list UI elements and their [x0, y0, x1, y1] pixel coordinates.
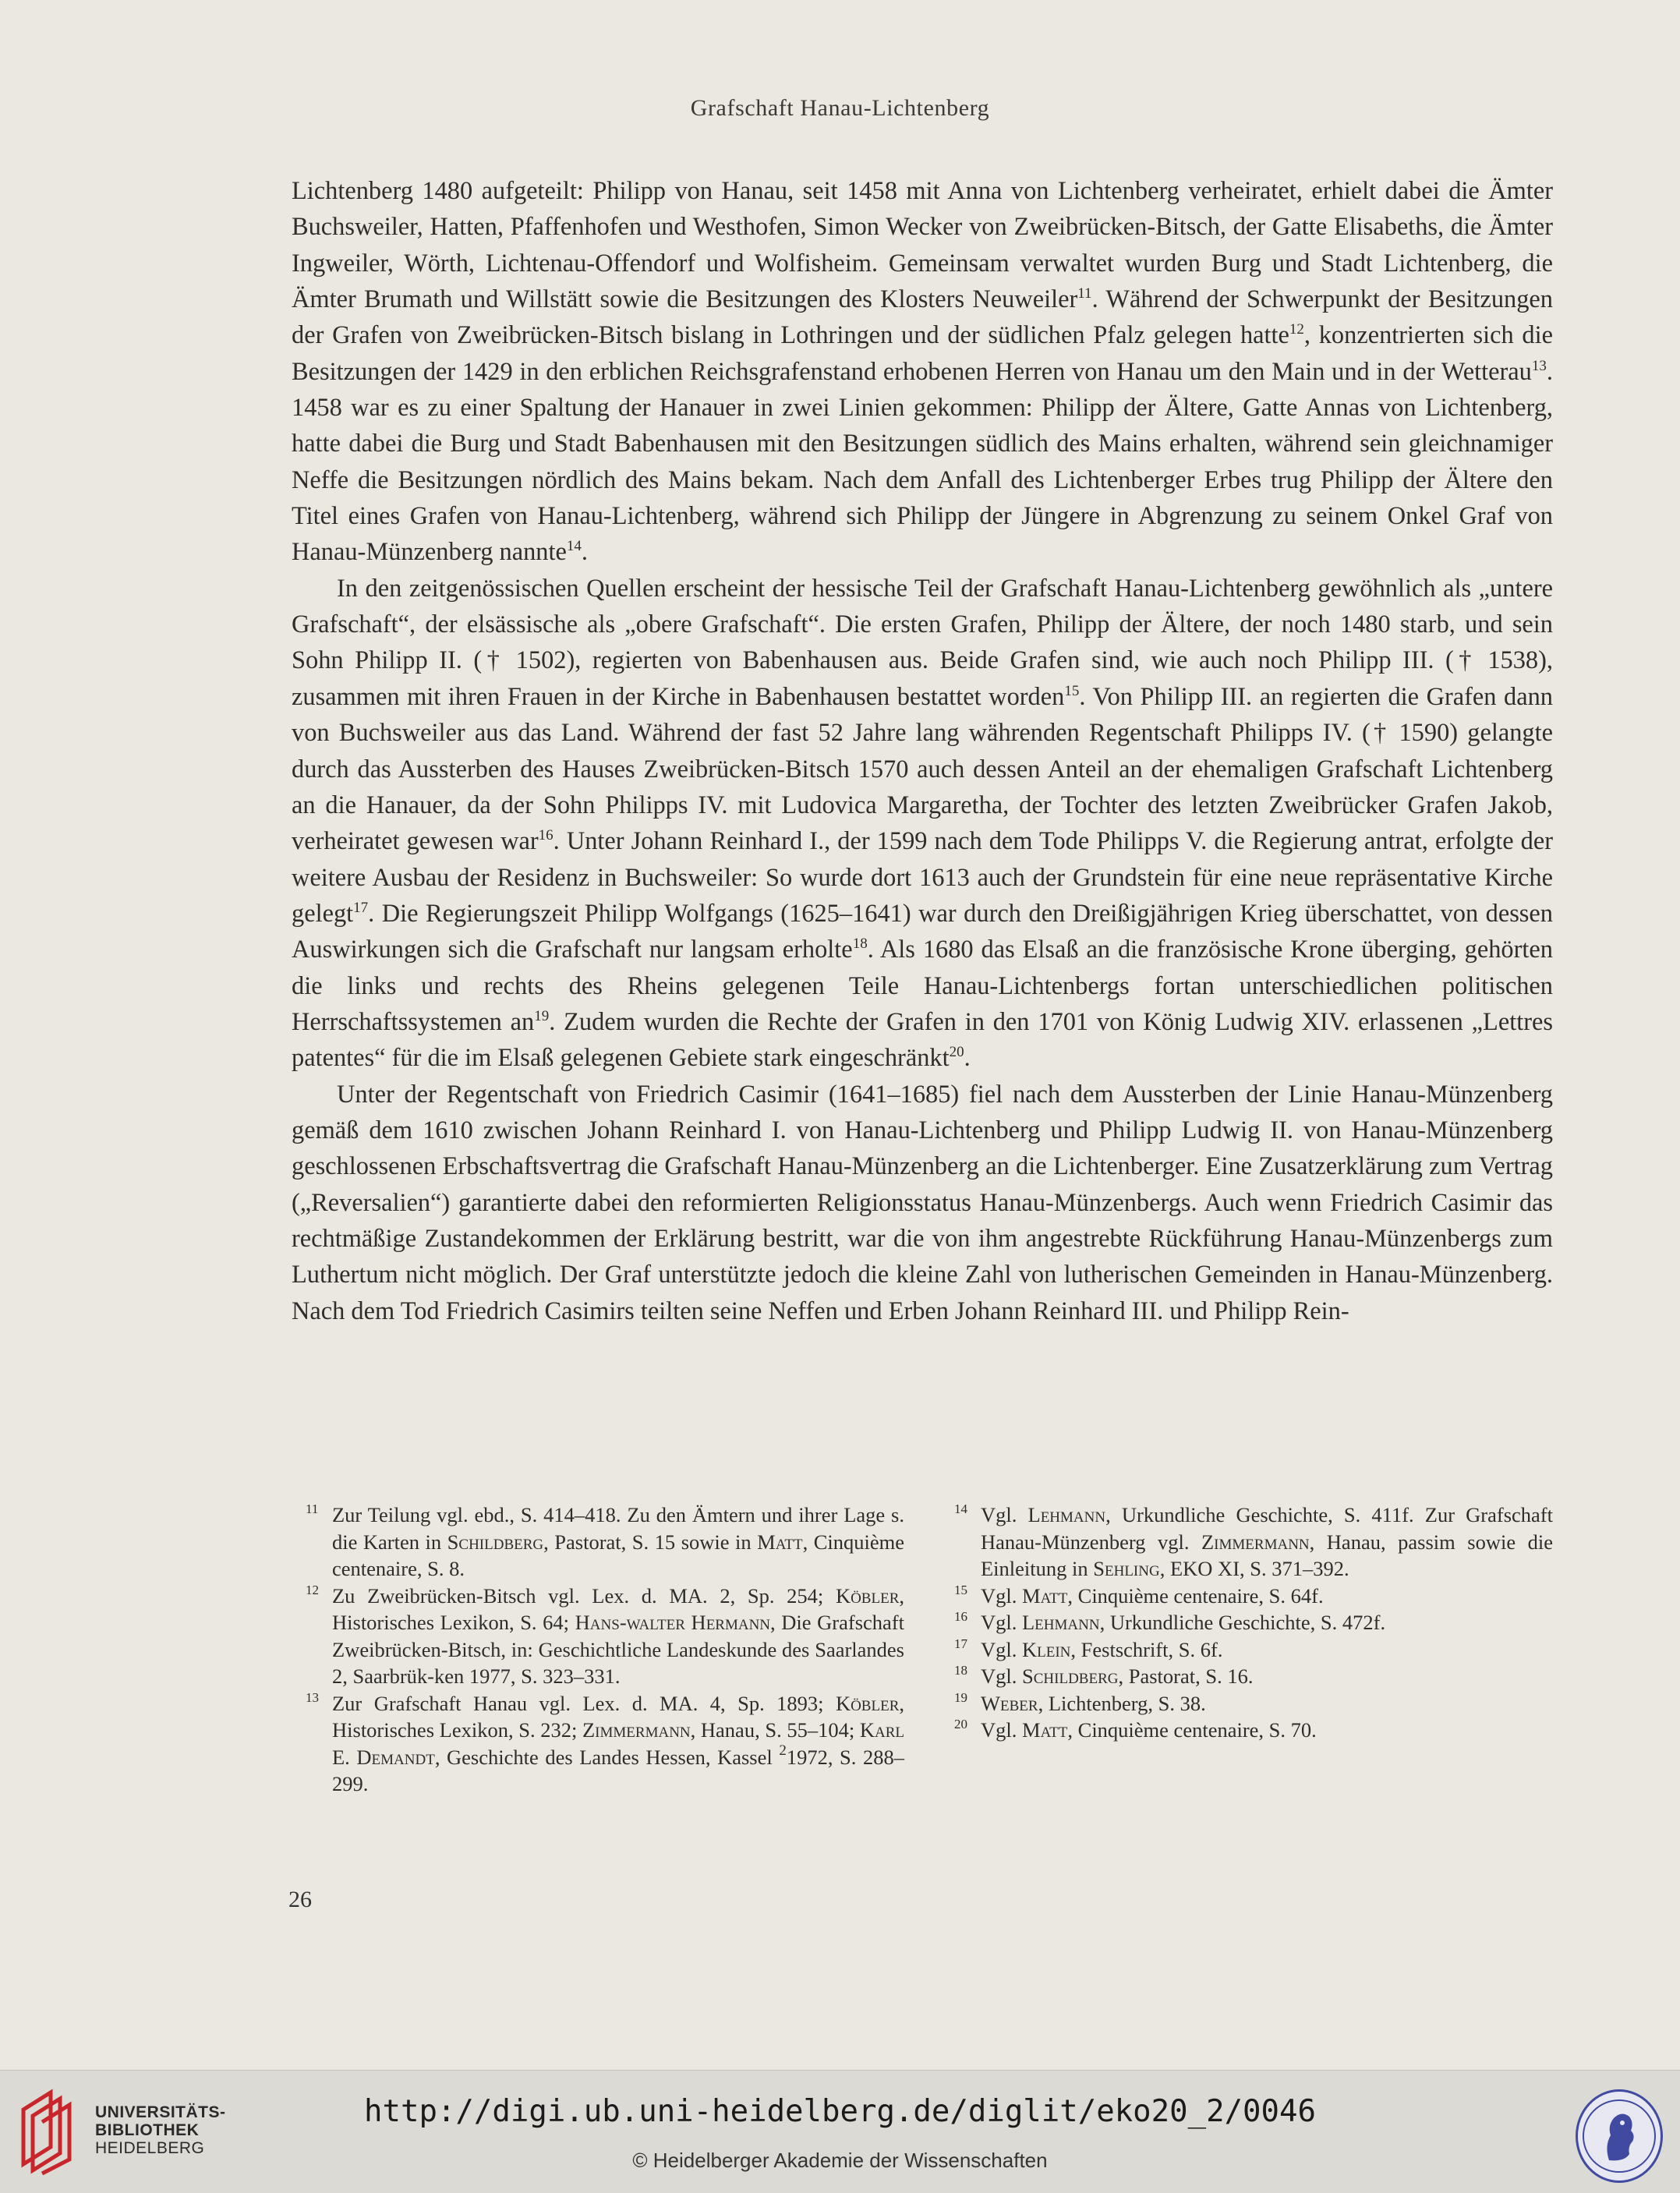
author-name: Schildberg: [447, 1530, 544, 1554]
footnote-number: 18: [954, 1663, 967, 1678]
footnote: [940, 1690, 1553, 1717]
footnote-reference: 15: [1064, 682, 1080, 699]
footnote-reference: 18: [852, 936, 868, 953]
footnote-reference: 14: [566, 538, 582, 555]
footnote: [292, 1501, 904, 1583]
text-run: . Von Philipp III. an regierten die Grafen dann von Buchsweiler aus das Land. Während der fast 52 Jahre lang währenden Regentschaft Philipps IV. († 1590) gelangte durch das Aussterben des Hauses Zweibrücken-Bitsch 1570 auch dessen Anteil an der ehemaligen Grafschaft Lichtenberg an die Hanauer, da der Sohn Philipps IV. mit Ludovica Margaretha, der Tochter des letzten Zweibrücker Grafen Jakob, verheiratet gewesen war: [292, 682, 1554, 856]
author-name: Weber: [981, 1691, 1038, 1715]
author-name: Zimmermann: [582, 1718, 691, 1742]
author-name: Matt: [1022, 1718, 1068, 1742]
footnote-reference: 19: [534, 1007, 550, 1024]
text-run: , Pastorat, S. 16.: [1118, 1664, 1254, 1688]
author-name: Klein: [1022, 1637, 1071, 1661]
text-run: , Geschichte des Landes Hessen, Kassel: [434, 1745, 780, 1769]
library-name-line1: UNIVERSITÄTS-: [95, 2103, 226, 2121]
footnotes-right-column: [940, 1501, 1553, 1798]
author-name: Köbler: [835, 1583, 900, 1608]
footnote-reference: 2: [779, 1742, 787, 1759]
author-name: Karl E. Demandt: [332, 1718, 904, 1769]
academy-seal-icon: [1576, 2089, 1663, 2183]
footnote-number: 11: [306, 1501, 319, 1516]
text-run: , Festschrift, S. 6f.: [1070, 1637, 1223, 1661]
footnotes-left-column: [292, 1501, 904, 1798]
text-run: Zu Zweibrücken-Bitsch vgl. Lex. d. MA. 2, Sp. 254;: [332, 1583, 836, 1608]
text-run: Vgl.: [981, 1637, 1022, 1661]
author-name: Schildberg: [1022, 1664, 1119, 1688]
footnotes: [292, 1501, 1553, 1798]
text-run: , Urkundliche Geschichte, S. 411f. Zur Grafschaft Hanau-Münzenberg vgl.: [981, 1503, 1553, 1554]
page-number: 26: [288, 1887, 312, 1912]
viewer-footer: [0, 2070, 1680, 2193]
footnote-reference: 17: [353, 899, 369, 916]
footnote-number: 15: [954, 1582, 967, 1597]
text-run: , Cinquième centenaire, S. 8.: [332, 1530, 904, 1580]
text-run: In den zeitgenössischen Quellen erscheint der hessische Teil der Grafschaft Hanau-Lichtenberg gewöhnlich als „untere Grafschaft“, der elsässische als „obere Grafschaft“. Die ersten Grafen, Philipp der Ältere, der noch 1480 starb, und sein Sohn Philipp II. († 1502), regierten von Babenhausen aus. Beide Grafen sind, wie auch noch Philipp III. († 1538), zusammen mit ihren Frauen in der Kirche in Babenhausen bestattet worden: [292, 574, 1553, 711]
text-run: , Historisches Lexikon, S. 232;: [332, 1691, 904, 1742]
footnote-reference: 20: [949, 1044, 964, 1061]
text-run: . Während der Schwerpunkt der Besitzungen der Grafen von Zweibrücken-Bitsch bislang in Lothringen und der südlichen Pfalz gelegen hatte: [292, 285, 1553, 350]
footnote-number: 16: [954, 1609, 967, 1624]
footnote-number: 13: [306, 1689, 319, 1705]
author-name: Matt: [757, 1530, 803, 1554]
text-run: Lichtenberg 1480 aufgeteilt: Philipp von Hanau, seit 1458 mit Anna von Lichtenberg verheiratet, erhielt dabei die Ämter Buchsweiler, Hatten, Pfaffenhofen und Westhofen, Simon Wecker von Zweibrücken-Bitsch, der Gatte Elisabeths, die Ämter Ingweiler, Wörth, Lichtenau-Offendorf und Wolfisheim. Gemeinsam verwaltet wurden Burg und Stadt Lichtenberg, die Ämter Brumath und Willstätt sowie die Besitzungen des Klosters Neuweiler: [292, 177, 1553, 314]
text-run: 1972, S. 288–299.: [332, 1745, 904, 1795]
author-name: Lehmann: [1027, 1503, 1106, 1526]
footnote: [940, 1636, 1553, 1664]
text-run: , Die Grafschaft Zweibrücken-Bitsch, in: Geschichtliche Landeskunde des Saarlandes 2, Saarbrük-ken 1977, S. 323–331.: [332, 1611, 904, 1688]
library-name-line2: BIBLIOTHEK: [95, 2121, 200, 2139]
body-text: [292, 173, 1553, 1329]
author-name: Zimmermann: [1201, 1530, 1310, 1554]
footnote: [940, 1583, 1553, 1610]
text-run: .: [581, 538, 588, 567]
text-run: , Hanau, passim sowie die Einleitung in: [981, 1530, 1553, 1580]
text-run: Vgl.: [981, 1718, 1022, 1742]
footnote-number: 17: [954, 1636, 967, 1651]
footnote-reference: 16: [538, 827, 554, 844]
text-run: , Historisches Lexikon, S. 64;: [332, 1583, 904, 1634]
footnote-number: 19: [954, 1689, 967, 1705]
author-name: Köbler: [835, 1691, 900, 1715]
text-run: , Cinquième centenaire, S. 70.: [1067, 1718, 1317, 1742]
footnote: [940, 1609, 1553, 1636]
running-head: Grafschaft Hanau-Lichtenberg: [690, 95, 990, 121]
author-name: Hans-walter Hermann: [575, 1611, 771, 1634]
text-run: Vgl.: [981, 1583, 1022, 1608]
text-run: Unter der Regentschaft von Friedrich Casimir (1641–1685) fiel nach dem Aussterben der Linie Hanau-Münzenberg gemäß dem 1610 zwischen Johann Reinhard I. von Hanau-Lichtenberg und Philipp Ludwig II. von Hanau-Münzenberg geschlossenen Erbschaftsvertrag die Grafschaft Hanau-Münzenberg an die Lichtenberger. Eine Zusatzerklärung zum Vertrag („Reversalien“) garantierte dabei den reformierten Religionsstatus Hanau-Münzenbergs. Auch wenn Friedrich Casimir das rechtmäßige Zustandekommen der Erklärung bestritt, war die von ihm angestrebte Rückführung Hanau-Münzenbergs zum Luthertum nicht möglich. Der Graf unterstützte jedoch die kleine Zahl von lutherischen Gemeinden in Hanau-Münzenberg. Nach dem Tod Friedrich Casimirs teilten seine Neffen und Erben Johann Reinhard III. und Philipp Rein-: [292, 1080, 1553, 1325]
footnote-reference: 12: [1289, 321, 1304, 338]
text-run: . 1458 war es zu einer Spaltung der Hanauer in zwei Linien gekommen: Philipp der Ältere, Gatte Annas von Lichtenberg, hatte dabei die Burg und Stadt Babenhausen mit den Besitzungen südlich des Mains erhalten, während sein gleichnamiger Neffe die Besitzungen nördlich des Mains bekam. Nach dem Anfall des Lichtenberger Erbes trug Philipp der Ältere den Titel eines Grafen von Hanau-Lichtenberg, während sich Philipp der Jüngere in Abgrenzung zu seinem Onkel Graf von Hanau-Münzenberg nannte: [292, 357, 1553, 567]
footnote: [292, 1690, 904, 1798]
text-run: Zur Teilung vgl. ebd., S. 414–418. Zu den Ämtern und ihrer Lage s. die Karten in: [332, 1503, 904, 1554]
text-run: . Als 1680 das Elsaß an die französische Krone überging, gehörten die links und rechts des Rheins gelegenen Teile Hanau-Lichtenbergs fortan unterschiedlichen politischen Herrschaftssystemen an: [292, 936, 1553, 1036]
text-run: , konzentrierten sich die Besitzungen der 1429 in den erblichen Reichsgrafenstand erhobenen Herren von Hanau um den Main und in der Wetterau: [292, 321, 1553, 386]
footnote-number: 14: [954, 1501, 967, 1516]
text-run: Zur Grafschaft Hanau vgl. Lex. d. MA. 4, Sp. 1893;: [332, 1691, 836, 1715]
text-run: , Hanau, S. 55–104;: [690, 1718, 860, 1742]
body-paragraph: [292, 1077, 1553, 1329]
footnote: [292, 1583, 904, 1690]
footnote: [940, 1501, 1553, 1583]
footnote: [940, 1717, 1553, 1744]
text-run: , Cinquième centenaire, S. 64f.: [1067, 1583, 1324, 1608]
body-paragraph: [292, 173, 1553, 571]
text-run: . Unter Johann Reinhard I., der 1599 nach dem Tode Philipps V. die Regierung antrat, erfolgte der weitere Ausbau der Residenz in Buchsweiler: So wurde dort 1613 auch der Grundstein für eine neue repräsentative Kirche gelegt: [292, 827, 1553, 928]
text-run: Vgl.: [981, 1611, 1022, 1634]
text-run: .: [964, 1044, 971, 1073]
author-name: Lehmann: [1022, 1611, 1100, 1634]
copyright-notice: © Heidelberger Akademie der Wissenschaften: [632, 2149, 1048, 2172]
body-paragraph: [292, 571, 1553, 1077]
text-run: . Zudem wurden die Rechte der Grafen in den 1701 von König Ludwig XIV. erlassenen „Lettres patentes“ für die im Elsaß gelegenen Gebiete stark eingeschränkt: [292, 1007, 1553, 1073]
author-name: Matt: [1022, 1583, 1068, 1608]
text-run: , Pastorat, S. 15 sowie in: [543, 1530, 758, 1554]
footnote-number: 12: [306, 1582, 319, 1597]
text-run: . Die Regierungszeit Philipp Wolfgangs (1625–1641) war durch den Dreißigjährigen Krieg überschattet, von dessen Auswirkungen sich die Grafschaft nur langsam erholte: [292, 899, 1553, 964]
footnote: [940, 1663, 1553, 1690]
footnote-number: 20: [954, 1717, 967, 1731]
document-url[interactable]: http://digi.ub.uni-heidelberg.de/diglit/eko20_2/0046: [364, 2094, 1316, 2129]
text-run: Vgl.: [981, 1503, 1028, 1526]
author-name: Sehling: [1093, 1557, 1160, 1580]
text-run: Vgl.: [981, 1664, 1022, 1688]
text-run: , EKO XI, S. 371–392.: [1159, 1557, 1349, 1580]
library-name-line3: HEIDELBERG: [95, 2139, 205, 2157]
footnote-reference: 11: [1077, 285, 1092, 302]
footnote-reference: 13: [1531, 357, 1547, 374]
text-run: , Lichtenberg, S. 38.: [1038, 1691, 1206, 1715]
text-run: , Urkundliche Geschichte, S. 472f.: [1099, 1611, 1386, 1634]
